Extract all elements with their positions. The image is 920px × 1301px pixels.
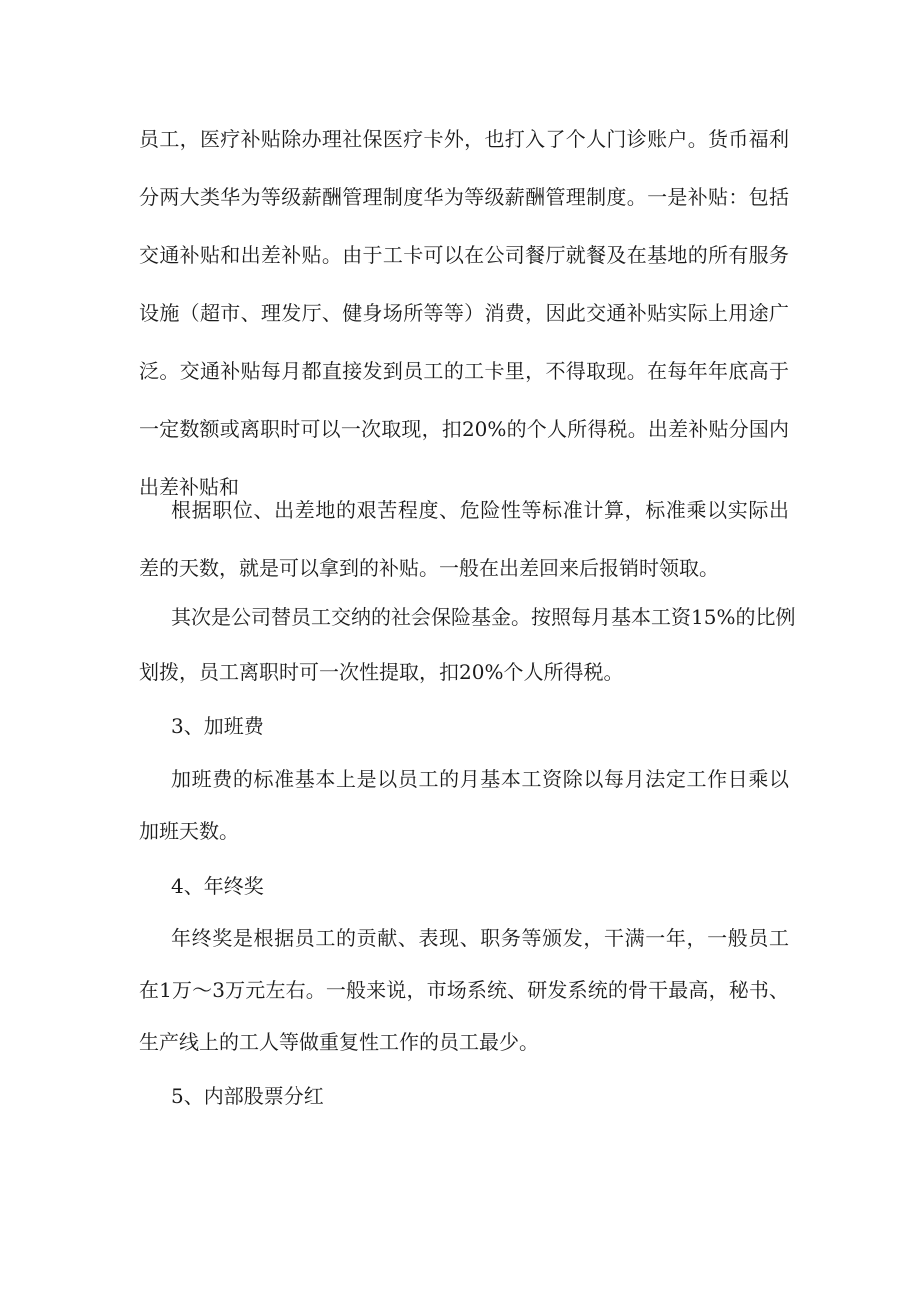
- paragraph-line: 交通补贴和出差补贴。由于工卡可以在公司餐厅就餐及在基地的所有服务: [139, 243, 789, 267]
- paragraph-line: 泛。交通补贴每月都直接发到员工的工卡里，不得取现。在每年年底高于: [139, 359, 789, 383]
- paragraph-line: 设施（超市、理发厅、健身场所等等）消费，因此交通补贴实际上用途广: [139, 301, 789, 325]
- section-heading: 5、内部股票分红: [171, 1084, 324, 1108]
- paragraph-line: 其次是公司替员工交纳的社会保险基金。按照每月基本工资15%的比例: [171, 605, 796, 629]
- paragraph-line: 在1万～3万元左右。一般来说，市场系统、研发系统的骨干最高，秘书、: [139, 978, 789, 1002]
- paragraph-line: 年终奖是根据员工的贡献、表现、职务等颁发，干满一年，一般员工: [171, 926, 789, 950]
- paragraph-line: 一定数额或离职时可以一次取现，扣20%的个人所得税。出差补贴分国内: [139, 417, 789, 441]
- paragraph-line: 出差补贴和: [139, 475, 239, 499]
- paragraph-line: 差的天数，就是可以拿到的补贴。一般在出差回来后报销时领取。: [139, 556, 719, 580]
- paragraph-line: 加班费的标准基本上是以员工的月基本工资除以每月法定工作日乘以: [171, 767, 789, 791]
- paragraph-line: 划拨，员工离职时可一次性提取，扣20%个人所得税。: [139, 660, 624, 684]
- section-heading: 4、年终奖: [171, 874, 264, 898]
- paragraph-line: 加班天数。: [139, 819, 239, 843]
- paragraph-line: 生产线上的工人等做重复性工作的员工最少。: [139, 1030, 539, 1054]
- paragraph-line: 根据职位、出差地的艰苦程度、危险性等标准计算，标准乘以实际出: [171, 498, 789, 522]
- section-heading: 3、加班费: [171, 714, 264, 738]
- paragraph-line: 员工，医疗补贴除办理社保医疗卡外，也打入了个人门诊账户。货币福利: [139, 127, 789, 151]
- paragraph-line: 分两大类华为等级薪酬管理制度华为等级薪酬管理制度。一是补贴：包括: [139, 185, 789, 209]
